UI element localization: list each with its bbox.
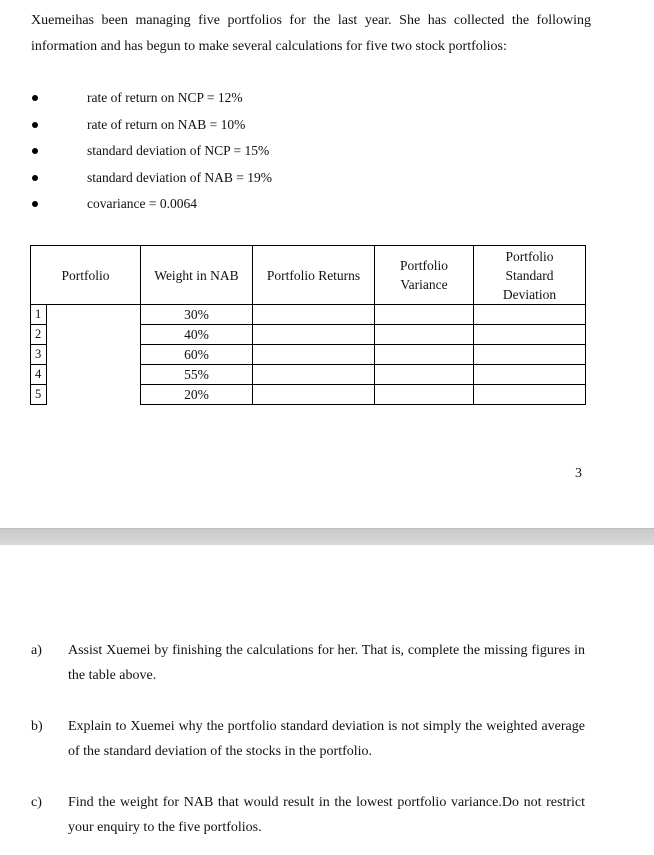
table-row: 2 40% (31, 325, 586, 345)
question-text: Explain to Xuemei why the portfolio standard deviation is not simply the weighted average of the standard deviation of the stocks in the portfolio. (68, 719, 585, 759)
page-2 (0, 544, 654, 855)
assumptions-list (0, 88, 654, 221)
question-text: Find the weight for NAB that would result in the lowest portfolio variance.Do not restrict your enquiry to the five portfolios. (68, 795, 585, 835)
table-row: 4 55% (31, 365, 586, 385)
list-item: rate of return on NCP = 12% (0, 88, 654, 115)
intro-paragraph: Xuemeihas been managing five portfolios for the last year. She has collected the following information and has begun to make several calculations for five two stock portfolios: (31, 13, 591, 54)
list-item: standard deviation of NCP = 15% (0, 141, 654, 168)
header-portfolio-returns: Portfolio Returns (253, 246, 375, 305)
bullet-icon (32, 175, 38, 181)
question-text: Assist Xuemei by finishing the calculations for her. That is, complete the missing figures in the table above. (68, 643, 585, 683)
bullet-icon (32, 201, 38, 207)
page-separator (0, 528, 654, 545)
list-item: covariance = 0.0064 (0, 194, 654, 221)
portfolio-table (30, 245, 586, 405)
table-row: 3 60% (31, 345, 586, 365)
header-portfolio-std-dev: Portfolio Standard Deviation (474, 246, 586, 305)
question-label: b) (31, 719, 43, 734)
bullet-icon (32, 148, 38, 154)
question-label: c) (31, 795, 42, 810)
list-item: rate of return on NAB = 10% (0, 115, 654, 142)
page-number: 3 (575, 466, 582, 481)
header-portfolio-variance: Portfolio Variance (375, 246, 474, 305)
bullet-icon (32, 122, 38, 128)
table-header-row (31, 246, 586, 305)
header-weight-nab: Weight in NAB (141, 246, 253, 305)
bullet-icon (32, 95, 38, 101)
table-row: 5 20% (31, 385, 586, 405)
list-item: standard deviation of NAB = 19% (0, 168, 654, 195)
table-row: 1 30% (31, 305, 586, 325)
header-portfolio: Portfolio (31, 246, 141, 305)
question-label: a) (31, 643, 42, 658)
